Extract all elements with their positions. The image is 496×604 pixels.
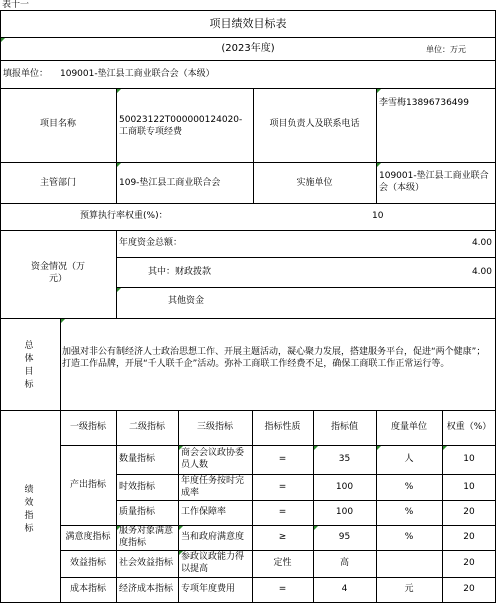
perf-cell-value: 35 xyxy=(338,454,351,464)
perf-header: 指标性质 xyxy=(264,422,301,432)
funds-total-value: 4.00 xyxy=(471,238,492,248)
grid-line xyxy=(116,500,496,501)
perf-cell-nature: = xyxy=(278,584,287,594)
perf-cell-value: 100 xyxy=(335,481,354,492)
perf-cell-l3 xyxy=(181,527,250,549)
perf-group-label: 效益指标 xyxy=(69,558,106,568)
perf-cell-l3 xyxy=(181,502,250,524)
grid-line xyxy=(0,602,496,603)
perf-header: 一级指标 xyxy=(69,422,106,432)
budget-weight-value: 10 xyxy=(372,211,384,221)
perf-cell-weight: 20 xyxy=(463,507,475,517)
project-name-value: 50023122T000000124020-工商联专项经费 xyxy=(119,115,243,137)
perf-cell-value: 4 xyxy=(341,584,348,594)
perf-cell-nature: ≥ xyxy=(278,532,287,542)
page-title: 项目绩效目标表 xyxy=(209,17,287,30)
perf-cell-unit: % xyxy=(404,532,414,542)
perf-cell-weight: 20 xyxy=(463,584,475,594)
perf-cell-weight: 20 xyxy=(463,558,475,568)
grid-line xyxy=(0,318,496,319)
grid-line xyxy=(0,10,496,11)
cell-marker xyxy=(377,89,381,93)
perf-cell-unit: 元 xyxy=(404,584,414,594)
grid-line xyxy=(0,410,496,411)
perf-cell-l2 xyxy=(119,527,176,549)
perf-cell-text: 时效指标 xyxy=(119,481,156,492)
cell-marker xyxy=(443,446,447,450)
perf-label: 绩效指标 xyxy=(24,485,34,535)
grid-line xyxy=(252,410,253,602)
perf-cell-value: 高 xyxy=(339,558,349,568)
goal-text: 加强对非公有制经济人士政治思想工作、开展主题活动，凝心聚力发展，搭建服务平台，促进“两个健康”；打造工作品牌，开展“千人联千企”活动。弥补工商联工作经费不足，确保工商联工作正常运行等。 xyxy=(62,347,486,370)
grid-line xyxy=(116,474,496,475)
perf-cell-l2 xyxy=(119,552,176,576)
grid-line xyxy=(0,88,496,89)
grid-line xyxy=(116,410,117,602)
grid-line xyxy=(313,410,314,602)
budget-weight-label: 预算执行率权重(%)： xyxy=(80,211,168,221)
funds-label: 资金情况（万元） xyxy=(30,262,85,284)
perf-cell-unit: % xyxy=(404,481,414,492)
grid-line xyxy=(0,203,496,204)
perf-group-label: 成本指标 xyxy=(69,584,106,594)
perf-cell-l2 xyxy=(119,447,176,473)
dept-label: 主管部门 xyxy=(39,178,76,188)
perf-cell-text: 参政议政能力得以提高 xyxy=(181,552,245,574)
perf-cell-text: 工作保障率 xyxy=(181,507,227,518)
cell-marker xyxy=(377,446,381,450)
cell-marker xyxy=(61,319,65,323)
grid-line xyxy=(0,10,1,603)
cell-marker xyxy=(377,163,381,167)
grid-line xyxy=(116,230,117,318)
cell-marker xyxy=(1,38,5,42)
cell-marker xyxy=(117,163,121,167)
cell-marker xyxy=(117,89,121,93)
perf-cell-value: 100 xyxy=(335,507,354,517)
year-label: (2023年度) xyxy=(221,43,275,54)
perf-cell-weight: 10 xyxy=(463,481,475,492)
dept-value: 109-垫江县工商业联合会 xyxy=(119,178,221,188)
perf-cell-nature: = xyxy=(278,454,287,464)
grid-line xyxy=(60,445,496,446)
grid-line xyxy=(442,410,443,602)
grid-line xyxy=(0,37,496,38)
funds-total-label: 年度资金总额： xyxy=(119,238,183,248)
perf-cell-text: 年度任务按时完成率 xyxy=(181,475,245,498)
table-number: 表十一 xyxy=(2,0,30,10)
grid-line xyxy=(60,550,496,551)
filler-value: 109001-垫江县工商业联合会（本级） xyxy=(60,69,215,79)
grid-line xyxy=(0,230,496,231)
grid-line xyxy=(376,410,377,602)
impl-value: 109001-垫江县工商业联合会（本级） xyxy=(379,171,489,193)
grid-line xyxy=(116,287,496,288)
contact-value: 李雪梅13896736499 xyxy=(379,98,469,108)
perf-cell-l2 xyxy=(119,502,176,524)
perf-cell-unit: 人 xyxy=(404,454,414,464)
perf-cell-nature: 定性 xyxy=(273,558,292,568)
perf-cell-text: 当和政府满意度 xyxy=(181,532,245,543)
project-name-label: 项目名称 xyxy=(39,119,76,129)
perf-cell-unit: % xyxy=(404,507,414,517)
perf-header: 二级指标 xyxy=(128,422,165,432)
unit-label: 单位：万元 xyxy=(426,45,466,54)
funds-fiscal-label: 其中：财政拨款 xyxy=(148,267,212,277)
perf-cell-l3 xyxy=(181,579,250,601)
perf-header: 指标值 xyxy=(330,422,358,432)
perf-cell-l2 xyxy=(119,579,176,601)
perf-cell-text: 专项年度费用 xyxy=(181,584,236,595)
goal-label: 总体目标 xyxy=(24,341,34,391)
grid-line xyxy=(376,88,377,203)
grid-line xyxy=(116,88,117,203)
contact-label: 项目负责人及联系电话 xyxy=(269,119,360,129)
perf-cell-text: 经济成本指标 xyxy=(119,584,174,595)
perf-header: 三级指标 xyxy=(196,422,233,432)
perf-group-label: 产出指标 xyxy=(69,480,106,490)
perf-cell-nature: = xyxy=(278,481,287,492)
grid-line xyxy=(0,162,496,163)
perf-cell-weight: 10 xyxy=(463,454,475,464)
perf-cell-text: 数量指标 xyxy=(119,454,156,465)
perf-group-label: 满意度指标 xyxy=(65,532,111,542)
grid-line xyxy=(60,577,496,578)
grid-line xyxy=(116,257,496,258)
perf-cell-text: 社会效益指标 xyxy=(119,558,174,569)
perf-cell-text: 服务对象满意度指标 xyxy=(119,526,174,548)
perf-cell-text: 商会会议政协委员人数 xyxy=(181,448,245,470)
cell-marker xyxy=(117,288,121,292)
perf-cell-weight: 20 xyxy=(463,532,475,542)
funds-fiscal-value: 4.00 xyxy=(471,267,492,277)
funds-other-label: 其他资金 xyxy=(168,296,205,306)
perf-header: 度量单位 xyxy=(390,422,427,432)
perf-cell-value: 95 xyxy=(338,532,351,542)
grid-line xyxy=(178,410,179,602)
filler-label: 填报单位： xyxy=(3,69,49,79)
perf-cell-l2 xyxy=(119,476,176,499)
cell-marker xyxy=(314,446,318,450)
impl-label: 实施单位 xyxy=(296,178,333,188)
perf-cell-l3 xyxy=(181,447,250,473)
cell-marker xyxy=(314,526,318,530)
grid-line xyxy=(0,60,496,61)
perf-cell-l3 xyxy=(181,476,250,499)
perf-header: 权重（%） xyxy=(446,422,492,432)
perf-cell-l3 xyxy=(181,552,250,576)
perf-cell-text: 质量指标 xyxy=(119,507,156,518)
perf-cell-nature: = xyxy=(278,507,287,517)
